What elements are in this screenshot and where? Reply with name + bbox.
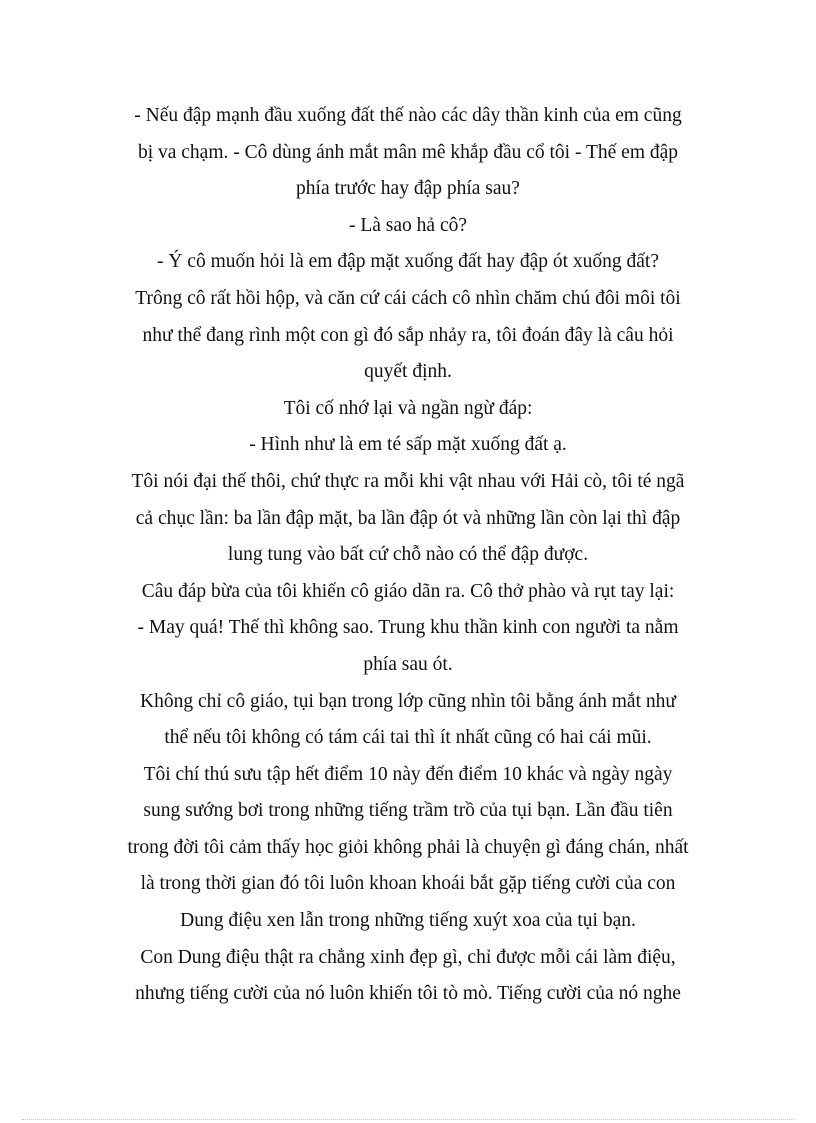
text-line: sung sướng bơi trong những tiếng trầm trồ của tụi bạn. Lần đầu tiên — [143, 800, 673, 822]
text-line: cả chục lần: ba lần đập mặt, ba lần đập ót và những lần còn lại thì đập — [135, 507, 681, 529]
page-bottom-divider — [22, 1119, 794, 1120]
text-line: - Hình như là em té sấp mặt xuống đất ạ. — [249, 434, 567, 456]
text-line: Con Dung điệu thật ra chẳng xinh đẹp gì, chỉ được mỗi cái làm điệu, — [140, 946, 676, 968]
text-line: Câu đáp bừa của tôi khiến cô giáo dãn ra. Cô thở phào và rụt tay lại: — [141, 580, 675, 602]
text-line: Tôi cố nhớ lại và ngần ngừ đáp: — [283, 397, 533, 419]
text-line: - Là sao hả cô? — [348, 214, 468, 236]
story-text — [100, 98, 716, 1013]
text-line: Dung điệu xen lẫn trong những tiếng xuýt xoa của tụi bạn. — [180, 910, 636, 932]
text-line: - May quá! Thế thì không sao. Trung khu thần kinh con người ta nằm — [137, 617, 679, 639]
text-line: Tôi chí thú sưu tập hết điểm 10 này đến điểm 10 khác và ngày ngày — [143, 763, 673, 785]
text-line: thể nếu tôi không có tám cái tai thì ít nhất cũng có hai cái mũi. — [164, 727, 652, 749]
text-line: Trông cô rất hồi hộp, và căn cứ cái cách cô nhìn chăm chú đôi môi tôi — [135, 287, 681, 309]
text-line: lung tung vào bất cứ chỗ nào có thể đập được. — [227, 544, 589, 566]
text-line: là trong thời gian đó tôi luôn khoan khoái bắt gặp tiếng cười của con — [140, 873, 676, 895]
text-line: Không chỉ cô giáo, tụi bạn trong lớp cũng nhìn tôi bằng ánh mắt như — [140, 690, 676, 712]
text-line: - Nếu đập mạnh đầu xuống đất thế nào các dây thần kinh của em cũng — [134, 105, 682, 126]
text-line: như thể đang rình một con gì đó sắp nhảy ra, tôi đoán đây là câu hỏi — [142, 324, 674, 346]
text-line: trong đời tôi cảm thấy học giỏi không phải là chuyện gì đáng chán, nhất — [127, 836, 689, 858]
text-line: Tôi nói đại thế thôi, chứ thực ra mỗi khi vật nhau với Hải cò, tôi té ngã — [131, 470, 685, 492]
text-line: - Ý cô muốn hỏi là em đập mặt xuống đất hay đập ót xuống đất? — [156, 251, 659, 273]
text-line: quyết định. — [364, 361, 452, 383]
text-line: phía sau ót. — [363, 653, 453, 675]
text-line: phía trước hay đập phía sau? — [296, 178, 520, 200]
text-line: nhưng tiếng cười của nó luôn khiến tôi tò mò. Tiếng cười của nó nghe — [135, 983, 681, 1005]
text-line: bị va chạm. - Cô dùng ánh mắt mân mê khắp đầu cổ tôi - Thế em đập — [137, 141, 679, 163]
